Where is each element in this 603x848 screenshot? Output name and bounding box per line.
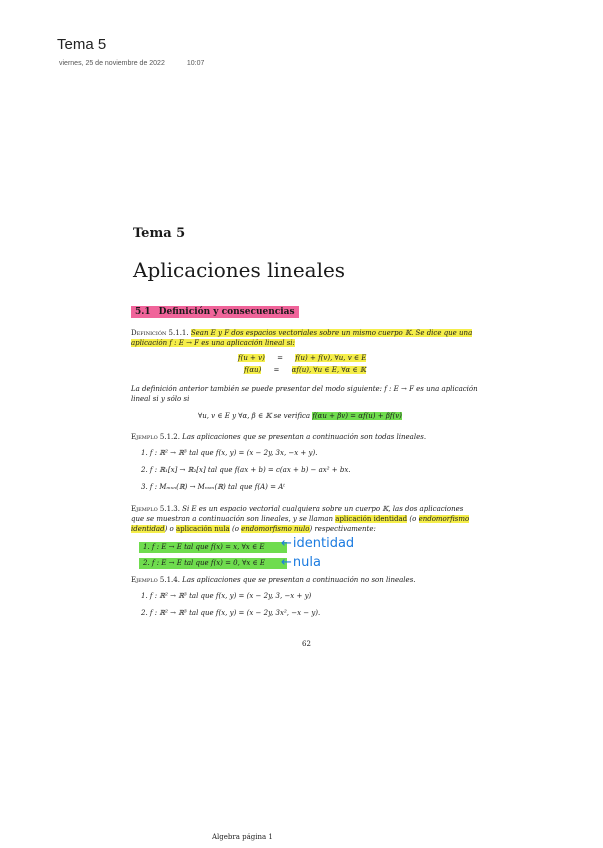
example-3-text-3f: ) respectivamente: xyxy=(309,525,376,533)
identity-map-item: 1. f : E → E tal que f(x) = x, ∀x ∈ E xyxy=(139,542,287,553)
example-3-line-3 xyxy=(131,525,376,534)
note-time: 10:07 xyxy=(186,60,205,67)
example-3-label: Ejemplo 5.1.3. xyxy=(131,505,180,513)
example-3-text-3d: (o xyxy=(229,525,242,533)
example-3-text-2c: (o xyxy=(407,515,419,523)
example-2-heading xyxy=(131,433,426,442)
example-3-text-1: Si E es un espacio vectorial cualquiera sobre un cuerpo 𝕂, las dos aplicaciones xyxy=(182,505,464,513)
null-term: aplicación nula xyxy=(175,525,230,533)
page-footer: Algebra página 1 xyxy=(212,833,273,841)
chapter-title: Aplicaciones lineales xyxy=(133,258,346,282)
identity-endomorphism-term-end: identidad xyxy=(131,525,165,533)
linearity-equation-1 xyxy=(238,354,366,362)
null-endomorphism-term: endomorfismo nulo xyxy=(241,525,310,533)
definition-label: Definición 5.1.1. xyxy=(131,329,189,337)
definition-text-2b: es una aplicación lineal si: xyxy=(199,339,295,347)
equivalence-formula-condition: ∀u, v ∈ E y ∀α, β ∈ 𝕂 se verifica xyxy=(198,412,311,420)
example-4-text: Las aplicaciones que se presentan a continuación no son lineales. xyxy=(182,576,416,584)
example-2-text: Las aplicaciones que se presentan a continuación son todas lineales. xyxy=(182,433,427,441)
arrow-left-icon: ← xyxy=(281,536,292,551)
example-2-label: Ejemplo 5.1.2. xyxy=(131,433,180,441)
equivalence-text-2: lineal si y sólo si xyxy=(131,395,190,403)
arrow-left-icon: ← xyxy=(281,555,292,570)
definition-text-2a: aplicación f : E → F xyxy=(131,339,200,347)
equivalence-text-1: La definición anterior también se puede presentar del modo siguiente: f : E → F es una aplicación xyxy=(131,385,478,393)
example-4-label: Ejemplo 5.1.4. xyxy=(131,576,180,584)
definition-text-1: Sean E y F dos espacios vectoriales sobre un mismo cuerpo 𝕂. Se dice que una xyxy=(190,329,473,337)
null-handwritten-note xyxy=(281,555,321,570)
example-2-item-2: 2. f : ℝ₁[x] → ℝ₂[x] tal que f(ax + b) = c(ax + b) − ax² + bx. xyxy=(141,466,351,474)
identity-handwritten-note xyxy=(281,536,354,551)
page-number: 62 xyxy=(302,640,311,648)
eq1-left: f(u + v) xyxy=(238,354,265,362)
section-heading xyxy=(131,306,299,318)
null-map-item: 2. f : E → E tal que f(x) = 0, ∀x ∈ E xyxy=(139,558,287,569)
example-2-item-1: 1. f : ℝ² → ℝ³ tal que f(x, y) = (x − 2y, 3x, −x + y). xyxy=(141,449,318,457)
eq2-equals: = xyxy=(273,366,280,374)
eq1-condition: , ∀u, v ∈ E xyxy=(330,354,367,362)
note-date: viernes, 25 de noviembre de 2022 xyxy=(59,60,165,67)
equivalence-formula-highlight: f(αu + βv) = αf(u) + βf(v) xyxy=(312,412,402,420)
section-title: Definición y consecuencias xyxy=(158,307,295,317)
identity-endomorphism-term: endomorfismo xyxy=(418,515,470,523)
identity-term: aplicación identidad xyxy=(335,515,408,523)
example-3-line-2 xyxy=(131,515,469,524)
tema-heading: Tema 5 xyxy=(133,226,186,241)
example-3-text-2a: que se muestran a continuación son lineales, y se llaman xyxy=(131,515,336,523)
example-4-item-2: 2. f : ℝ² → ℝ³ tal que f(x, y) = (x − 2y, 3x², −x − y). xyxy=(141,609,321,617)
definition-line-2 xyxy=(131,339,295,348)
note-title: Tema 5 xyxy=(57,36,107,53)
null-note-text: nula xyxy=(292,555,321,570)
eq2-condition: , ∀u ∈ E, ∀α ∈ 𝕂 xyxy=(308,366,366,374)
example-4-heading xyxy=(131,576,416,585)
identity-note-text: identidad xyxy=(292,536,355,551)
linearity-equation-2 xyxy=(244,366,366,374)
example-3-line-1 xyxy=(131,505,463,514)
eq2-right: αf(u) xyxy=(291,366,309,374)
example-3-text-3b: ) o xyxy=(164,525,176,533)
eq2-left: f(αu) xyxy=(244,366,262,374)
definition-line-1 xyxy=(131,329,472,338)
equivalence-formula xyxy=(198,412,402,421)
example-2-item-3: 3. f : Mₘₓₙ(ℝ) → Mₙₓₘ(ℝ) tal que f(A) = Aᵗ xyxy=(141,483,285,491)
section-number: 5.1 xyxy=(135,307,151,317)
example-4-item-1: 1. f : ℝ² → ℝ³ tal que f(x, y) = (x − 2y, 3, −x + y) xyxy=(141,592,312,600)
eq1-equals: = xyxy=(277,354,283,362)
eq1-right: f(u) + f(v) xyxy=(295,354,331,362)
